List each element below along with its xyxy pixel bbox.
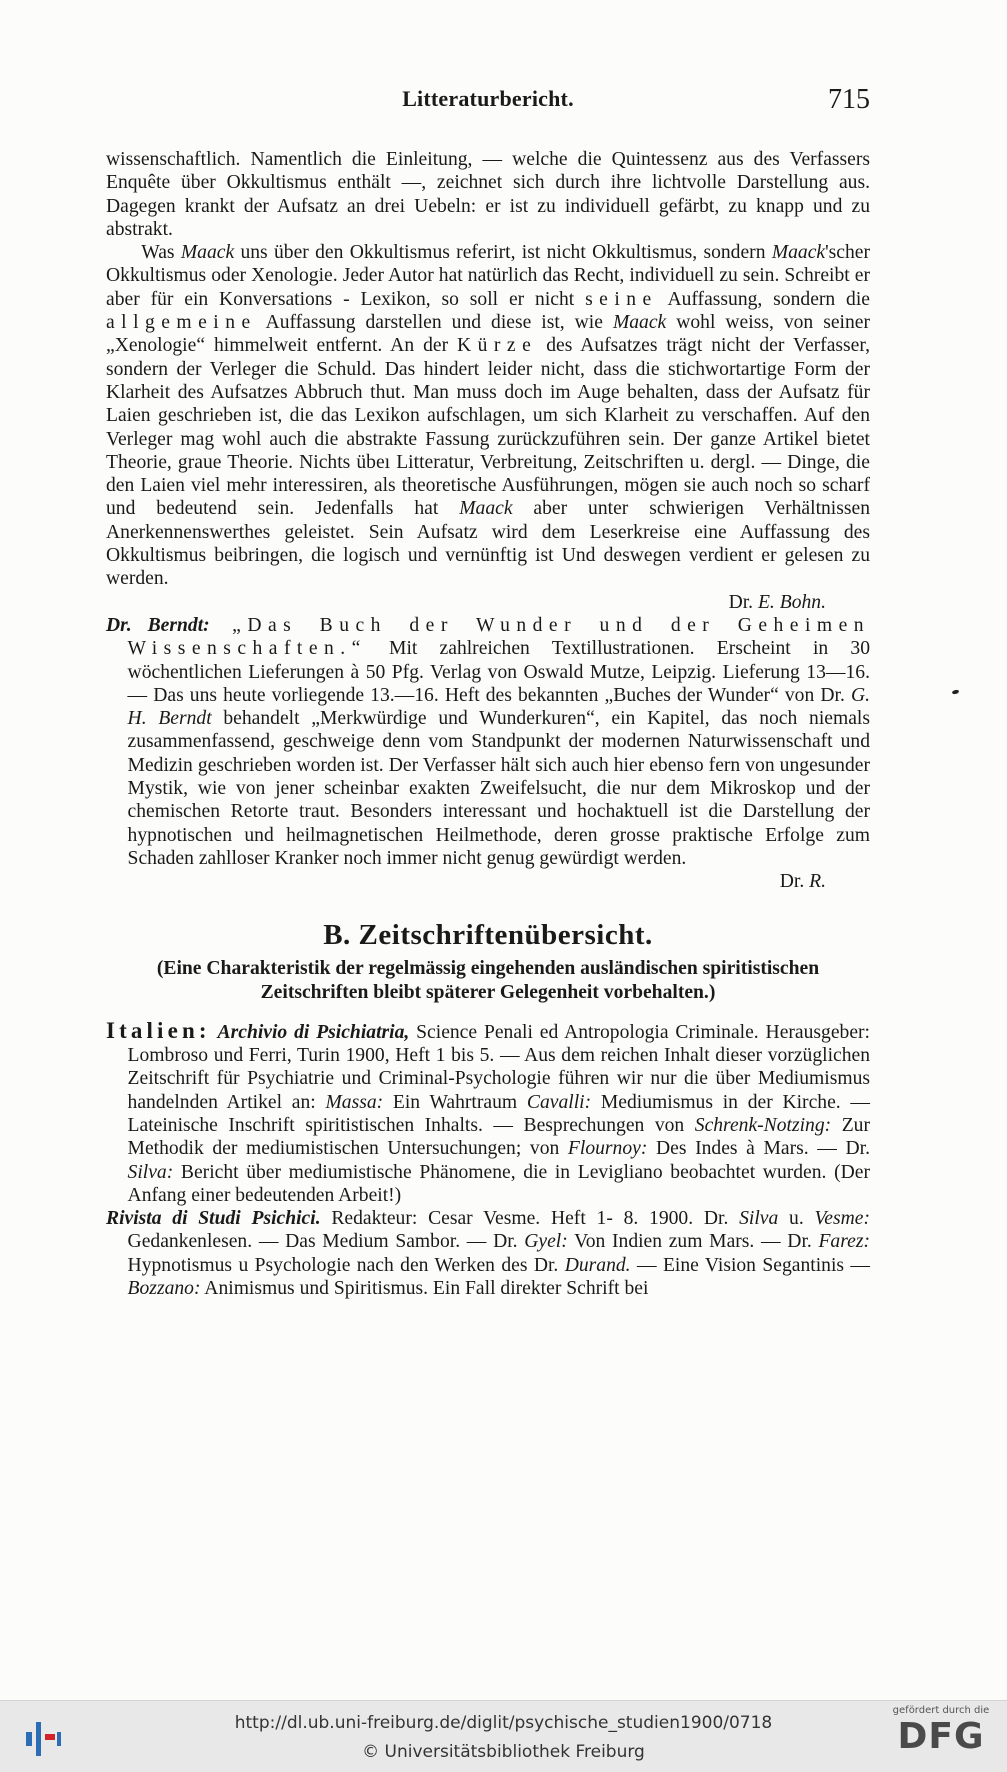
viewer-footer	[0, 1700, 1007, 1772]
name-maack: Maack	[459, 498, 513, 520]
review-bohn-signature: Dr. E. Bohn.	[728, 591, 826, 613]
name-maack: Maack	[771, 242, 826, 264]
review-berndt-lead: Dr. Berndt:	[106, 614, 210, 636]
spaced-word-seine: seine	[585, 288, 658, 310]
spaced-word-allgemeine: allgemeine	[106, 312, 257, 334]
entry-italien: Italien: Archivio di Psichiatria, Science Penali ed Antropologia Criminale. Herausgeber: Lombroso und Ferri, Turin 1900, Heft 1 bis 5. — Aus dem reichen Inhalt dieser vorzüglichen Zeitschrift für Psychiatrie und Criminal-Psychologie führen wir nur die über Mediumismus handelnden Artikel an: Massa: Ein Wahrtraum Cavalli: Mediumismus in der Kirche. — Lateinische Inschrift spiritistischen Inhalts. — Besprechungen von Schrenk-Notzing: Zur Methodik der mediumistischen Untersuchungen; von Flournoy: Des Indes à Mars. — Dr. Silva: Bericht über mediumistische Phänomene, die in Levigliano beobachtet wurden. (Der Anfang einer bedeutenden Arbeit!)	[106, 1017, 871, 1206]
review-bohn-paragraph-1: wissenschaftlich. Namentlich die Einleitung, — welche die Quintessenz aus des Verfassers Enquête über Okkultismus enthält —, zeichnet sich durch ihre lichtvolle Darstellung aus. Dagegen krankt der Aufsatz an drei Uebeln: er ist zu individuell gefärbt, zu knapp und zu abstrakt.	[106, 149, 870, 240]
permalink-url[interactable]: http://dl.ub.uni-freiburg.de/diglit/psychische_studien1900/0718	[234, 1713, 773, 1733]
dfg-logo: gefördert durch die DFG	[892, 1705, 990, 1757]
margin-ink-mark	[952, 689, 960, 695]
spaced-word-kuerze: Kürze	[457, 335, 538, 357]
running-title: Litteraturbericht.	[402, 86, 574, 111]
section-note: (Eine Charakteristik der regelmässig eingehenden ausländischen spiritistischen Zeitschriften bleibt späterer Gelegenheit vorbehalten.)	[156, 957, 820, 1003]
section-heading: B. Zeitschriftenübersicht.	[323, 918, 653, 951]
country-label: Italien:	[106, 1017, 211, 1043]
page-header	[106, 86, 870, 120]
page-number: 715	[828, 84, 870, 115]
name-maack: Maack	[612, 312, 667, 334]
review-berndt: Dr. Berndt: „Das Buch der Wunder und der Geheimen Wissenschaften.“ Mit zahlreichen Textillustrationen. Erscheint in 30 wöchentlichen Lieferungen à 50 Pfg. Verlag von Oswald Mutze, Leipzig. Lieferung 13—16. — Das uns heute vorliegende 13.—16. Heft des bekannten „Buches der Wunder“ von Dr. G. H. Berndt behandelt „Merkwürdige und Wunderkuren“, ein Kapitel, das noch niemals zusammenfassend, geschweige denn vom Standpunkt der modernen Naturwissenschaft und Medizin geschrieben worden ist. Der Verfasser hält sich auch hier ebenso fern von ungesunder Mystik, wie von jener scheinbar exakten Zweifelsucht, die nur dem Mikroskop und der chemischen Retorte traut. Besonders interessant und hochaktuell ist die Darstellung der hypnotischen und heilmagnetischen Heilmethode, deren grosse praktische Erfolge zum Schaden zahlloser Kranker noch immer nicht genug gewürdigt werden.	[106, 614, 871, 869]
journal-title: Archivio di Psichiatria,	[217, 1021, 410, 1043]
name-maack: Maack	[180, 242, 235, 264]
entry-rivista: Rivista di Studi Psichici. Redakteur: Cesar Vesme. Heft 1- 8. 1900. Dr. Silva u. Vesme: Gedankenlesen. — Das Medium Sambor. — Dr. Gyel: Von Indien zum Mars. — Dr. Farez: Hypnotismus u Psychologie nach den Werken des Dr. Durand. — Eine Vision Segantinis — Bozzano: Animismus und Spiritismus. Ein Fall direkter Schrift bei	[106, 1208, 870, 1300]
review-bohn-paragraph-2: Was Maack uns über den Okkultismus referirt, ist nicht Okkultismus, sondern Maack'scher Okkultismus oder Xenologie. Jeder Autor hat natürlich das Recht, individuell zu sein. Schreibt er aber für ein Konversations - Lexikon, so soll er nicht seine Auffassung, sondern die allgemeine Auffassung darstellen und diese ist, wie Maack wohl weiss, von seiner „Xenologie“ himmelweit entfernt. An der Kürze des Aufsatzes trägt nicht der Verfasser, sondern der Verleger die Schuld. Das hindert leider nicht, dass die stichwortartige Form der Klarheit des Aufsatzes Abbruch thut. Man muss doch im Auge behalten, dass der Aufsatz für Laien geschrieben ist, die das Lexikon aufschlagen, um sich Klarheit zu verschaffen. Auf den Verleger mag wohl auch die abstrakte Fassung zurückzuführen sein. Der ganze Artikel bietet Theorie, graue Theorie. Nichts übeı Litteratur, Verbreitung, Zeitschriften u. dergl. — Dinge, die den Laien viel mehr interessiren, als theoretische Ausführungen, mögen sie auch noch so scharf und bedeutend sein. Jedenfalls hat Maack aber unter schwierigen Verhältnissen Anerkennenswerthes geleistet. Sein Aufsatz wird dem Leserkreise eine Auffassung des Okkultismus beibringen, die logisch und vernünftig ist Und deswegen verdient er gelesen zu werden.	[106, 242, 870, 590]
book-title-spaced: „Das Buch der Wunder und der Geheimen Wissenschaften.“	[127, 614, 871, 660]
copyright-notice: © Universitätsbibliothek Freiburg	[362, 1742, 645, 1762]
journal-title: Rivista di Studi Psichici.	[106, 1208, 321, 1230]
author-name: G. H. Berndt	[127, 684, 870, 730]
page-body	[106, 148, 870, 1300]
review-berndt-signature: Dr. R.	[779, 871, 826, 893]
